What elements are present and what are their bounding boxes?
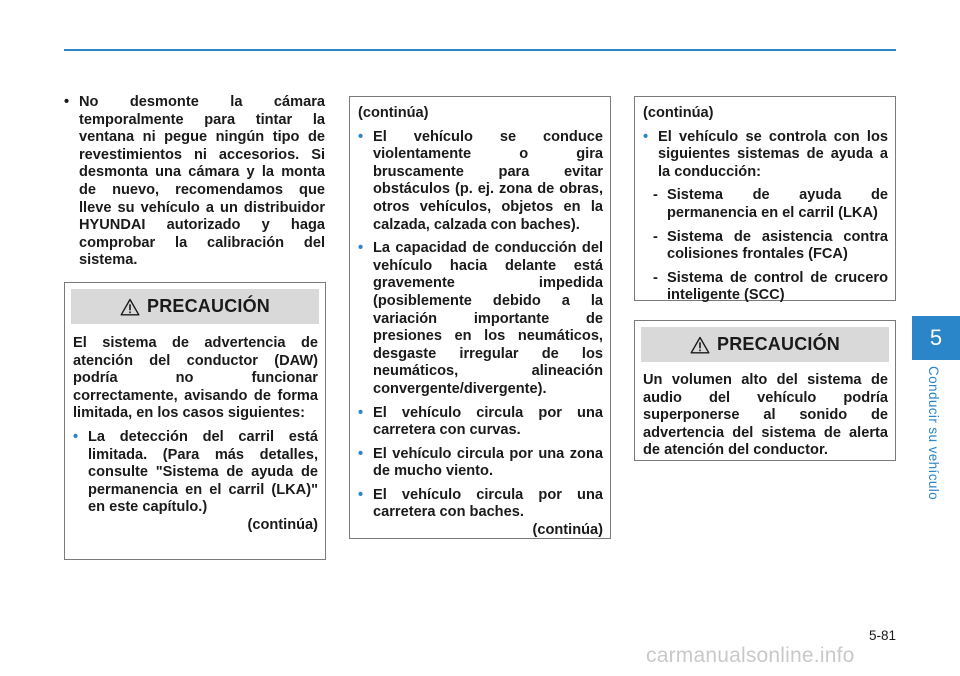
header-rule — [64, 49, 896, 51]
list-item-text: El vehículo circula por una zona de mucho viento. — [373, 445, 603, 480]
list-item — [358, 405, 603, 440]
bullet-glyph: • — [643, 128, 649, 145]
list-item-text: El vehículo se controla con los siguientes sistemas de ayuda a la conducción: — [658, 128, 888, 180]
chapter-tab: 5 — [912, 316, 960, 360]
intro-note — [64, 94, 325, 270]
continued-label: (continúa) — [532, 522, 603, 539]
continued-box-assist-systems — [634, 96, 896, 304]
caution-header — [641, 327, 889, 362]
list-item — [358, 240, 603, 398]
page-number: 5-81 — [868, 628, 896, 643]
chapter-title: Conducir su vehículo — [926, 366, 941, 501]
watermark: carmanualsonline.info — [646, 644, 855, 667]
dash-glyph: - — [653, 228, 658, 245]
list-item-text: El vehículo circula por una carretera con baches. — [373, 486, 603, 521]
sub-list-item-text: Sistema de control de crucero inteligente (SCC) — [667, 269, 888, 304]
continued-heading: (continúa) — [643, 105, 714, 121]
list-item-text: El vehículo circula por una carretera con curvas. — [373, 404, 603, 439]
list-item — [73, 429, 318, 517]
caution-title: PRECAUCIÓN — [146, 296, 270, 316]
dash-glyph: - — [653, 269, 658, 286]
bullet-glyph: • — [358, 404, 364, 421]
caution-paragraph: Un volumen alto del sistema de audio del vehículo podría superponerse al sonido de advertencia del sistema de alerta de atención del conductor. — [643, 372, 888, 459]
list-item-text: El vehículo se conduce violentamente o gira bruscamente para evitar obstáculos (p. ej. zona de obras, otros vehículos, objetos en la calzada, calzada con baches). — [373, 128, 603, 233]
bullet-glyph: • — [73, 428, 79, 445]
caution-header — [71, 289, 319, 324]
sub-list-item — [643, 229, 888, 264]
dash-glyph: - — [653, 187, 658, 204]
bullet-glyph: • — [358, 128, 364, 145]
bullet-glyph: • — [358, 486, 364, 503]
continued-label: (continúa) — [247, 516, 318, 533]
sub-list-item — [643, 270, 888, 305]
sub-list-item-text: Sistema de ayuda de permanencia en el carril (LKA) — [667, 187, 888, 221]
bullet-glyph: • — [358, 445, 364, 462]
list-item — [358, 487, 603, 522]
list-item — [358, 129, 603, 235]
continued-box-conditions — [349, 96, 611, 539]
warning-triangle-icon — [690, 336, 710, 354]
sub-list-item — [643, 187, 888, 222]
list-item-text: La detección del carril está limitada. (Para más detalles, consulte "Sistema de ayuda de permanencia en el carril (LKA)" en este capítulo.) — [88, 428, 318, 516]
intro-text: No desmonte la cámara temporalmente para tintar la ventana ni pegue ningún tipo de revestimientos ni accesorios. Si desmonta una cámara y la monta de nuevo, recomendamos que lleve su vehículo a un distribuidor HYUNDAI autorizado y haga comprobar la calibración del sistema. — [79, 94, 325, 269]
warning-triangle-icon — [120, 298, 140, 316]
list-item — [643, 129, 888, 182]
sub-list-item-text: Sistema de asistencia contra colisiones frontales (FCA) — [667, 228, 888, 263]
continued-heading: (continúa) — [358, 105, 429, 121]
bullet-glyph: • — [64, 94, 70, 110]
caution-box-daw — [64, 282, 326, 560]
caution-box-audio — [634, 320, 896, 461]
bullet-glyph: • — [358, 240, 364, 257]
list-item-text: La capacidad de conducción del vehículo hacia delante está gravemente impedida (posiblemente debido a la variación importante de presiones en los neumáticos, desgaste irregular de los neumáticos, alineación convergente/divergente). — [373, 240, 603, 397]
caution-title: PRECAUCIÓN — [716, 334, 840, 354]
list-item — [358, 446, 603, 481]
caution-paragraph: El sistema de advertencia de atención del conductor (DAW) podría no funcionar correctamente, avisando de forma limitada, en los casos siguientes: — [73, 335, 318, 422]
